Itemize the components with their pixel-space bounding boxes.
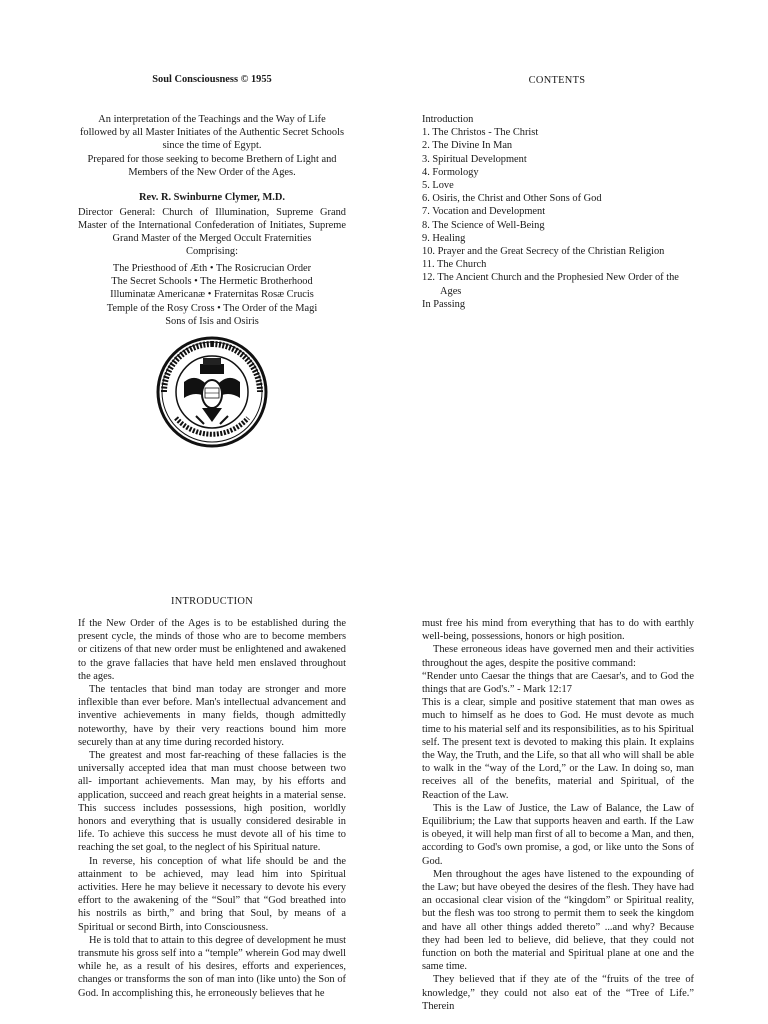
orders-line: Sons of Isis and Osiris	[165, 315, 259, 327]
orders-line: The Priesthood of Æth • The Rosicrucian Order	[112, 263, 312, 274]
introduction-column-right	[422, 617, 694, 1013]
body-paragraph: These erroneous ideas have governed men and their activities throughout the ages, despite the positive command:	[422, 644, 694, 669]
interpretation-statement	[72, 113, 352, 179]
toc-entry: 7. Vocation and Development	[422, 206, 546, 218]
toc-entry: 3. Spiritual Development	[422, 153, 527, 165]
author-name: Rev. R. Swinburne Clymer, M.D.	[139, 192, 285, 203]
toc-entry: 6. Osiris, the Christ and Other Sons of God	[422, 193, 602, 205]
toc-entry: 5. Love	[422, 180, 454, 192]
toc-entry: 1. The Christos - The Christ	[422, 127, 539, 139]
body-paragraph: He is told that to attain to this degree of development he must transmute his gross self into a “temple” wherein God may dwell while he, as a result of his desires, efforts and experiences, changes or transforms the son of man into (like unto) the Son of God. In accomplishing this, he erroneously believes that he	[78, 934, 346, 999]
statement-line: Prepared for those seeking to become Brethern of Light and	[87, 153, 337, 165]
statement-line: followed by all Master Initiates of the Authentic Secret Schools	[79, 127, 345, 139]
body-paragraph: This is a clear, simple and positive statement that man owes as much to himself as he does to God. He must devote as much time to his material self and its responsibilities, as to his Spiritual self. The present text is devoted to making this plain. It explains the Way, the Truth, and the Life, so that all who will shall be able to walk in the “way of the Lord,” or the Law. In doing so, man receives all of the benefits, material and Spiritual, of the Reaction of the Law.	[422, 697, 694, 801]
statement-line: Members of the New Order of the Ages.	[128, 166, 296, 178]
introduction-column-left	[78, 617, 346, 1000]
toc-entry: 11. The Church	[422, 259, 487, 271]
author-titles: Director General: Church of Illumination, Supreme Grand Master of the International Confederation of Initiates, Supreme Grand Master of the Merged Occult Fraternities	[78, 207, 346, 245]
statement-line: An interpretation of the Teachings and the Way of Life	[98, 114, 326, 125]
toc-entry: 9. Healing	[422, 232, 466, 244]
orders-list	[72, 262, 352, 328]
orders-line: Illuminatæ Americanæ • Fraternitas Rosæ Crucis	[110, 289, 314, 301]
toc-entry: 2. The Divine In Man	[422, 140, 513, 152]
body-paragraph: In reverse, his conception of what life should be and the attainment to be achieved, may lead him into Spiritual activities. Here he may believe it necessary to devote his every effort to the awakening of the “Soul” that “God breathed into his nostrils as birth,” and bring that Soul, by means of a Spiritual or second Birth, into Consciousness.	[78, 855, 346, 933]
comprising-label: Comprising:	[186, 246, 238, 257]
body-paragraph: They believed that if they ate of the “fruits of the tree of knowledge,” they could not also eat of the “Tree of Life.” Therein	[422, 974, 694, 1012]
body-paragraph: The tentacles that bind man today are stronger and more inflexible than ever before. Man's intellectual advancement and inventive achievements in many fields, though admittedly noteworthy, have by their very reactions bound him more securely than at any time during recorded history.	[78, 684, 346, 748]
confederation-seal-icon	[156, 336, 268, 448]
body-paragraph: This is the Law of Justice, the Law of Balance, the Law of Equilibrium; the Law that supports heaven and earth. If the Law is obeyed, it will help man first of all to become a Man, and then, according to God's own promise, a god, or like unto the Sons of God.	[422, 802, 694, 867]
toc-entry: 12. The Ancient Church and the Prophesied New Order of the Ages	[422, 272, 679, 297]
table-of-contents	[422, 113, 694, 311]
toc-entry: 4. Formology	[422, 166, 479, 178]
orders-line: The Secret Schools • The Hermetic Brotherhood	[111, 276, 313, 288]
document-title: Soul Consciousness © 1955	[152, 74, 272, 85]
toc-entry: Introduction	[422, 114, 474, 125]
statement-line: since the time of Egypt.	[162, 140, 262, 152]
toc-entry: 10. Prayer and the Great Secrecy of the Christian Religion	[422, 246, 665, 258]
toc-entry: In Passing	[422, 298, 466, 310]
body-paragraph: must free his mind from everything that has to do with earthly well-being, possessions, honors or high position.	[422, 618, 694, 643]
body-paragraph: The greatest and most far-reaching of these fallacies is the universally accepted idea that man must choose between two all- important achievements. Man may, by his efforts and application, succeed and reach great heights in a material sense. This success includes possessions, high position, worldly honors and everything that is usually considered desirable in life. To achieve this success he must devote all of his time to reaching the set goal, to the neglect of his Spiritual nature.	[78, 750, 346, 854]
scripture-quote: “Render unto Caesar the things that are Caesar's, and to God the things that are God's.” - Mark 12:17	[422, 670, 694, 696]
introduction-heading: INTRODUCTION	[170, 596, 254, 607]
toc-entry: 8. The Science of Well-Being	[422, 219, 545, 231]
body-paragraph: Men throughout the ages have listened to the expounding of the Law; but have obeyed the desires of the flesh. They have had an occasional clear vision of the “kingdom” or Spiritual reality, but the flesh was too strong to permit them to seek the kingdom and have all other things added thereto” ...and why? Because they had been led to believe, did believe, that they could not function on both the material and Spiritual plane at one and the same time.	[422, 868, 694, 973]
body-paragraph: If the New Order of the Ages is to be established during the present cycle, the minds of those who are to become members or citizens of that new order must be enlightened and awakened to the grave fallacies that have held men enslaved throughout the ages.	[78, 618, 346, 682]
orders-line: Temple of the Rosy Cross • The Order of the Magi	[106, 302, 318, 314]
contents-heading: CONTENTS	[528, 75, 586, 86]
